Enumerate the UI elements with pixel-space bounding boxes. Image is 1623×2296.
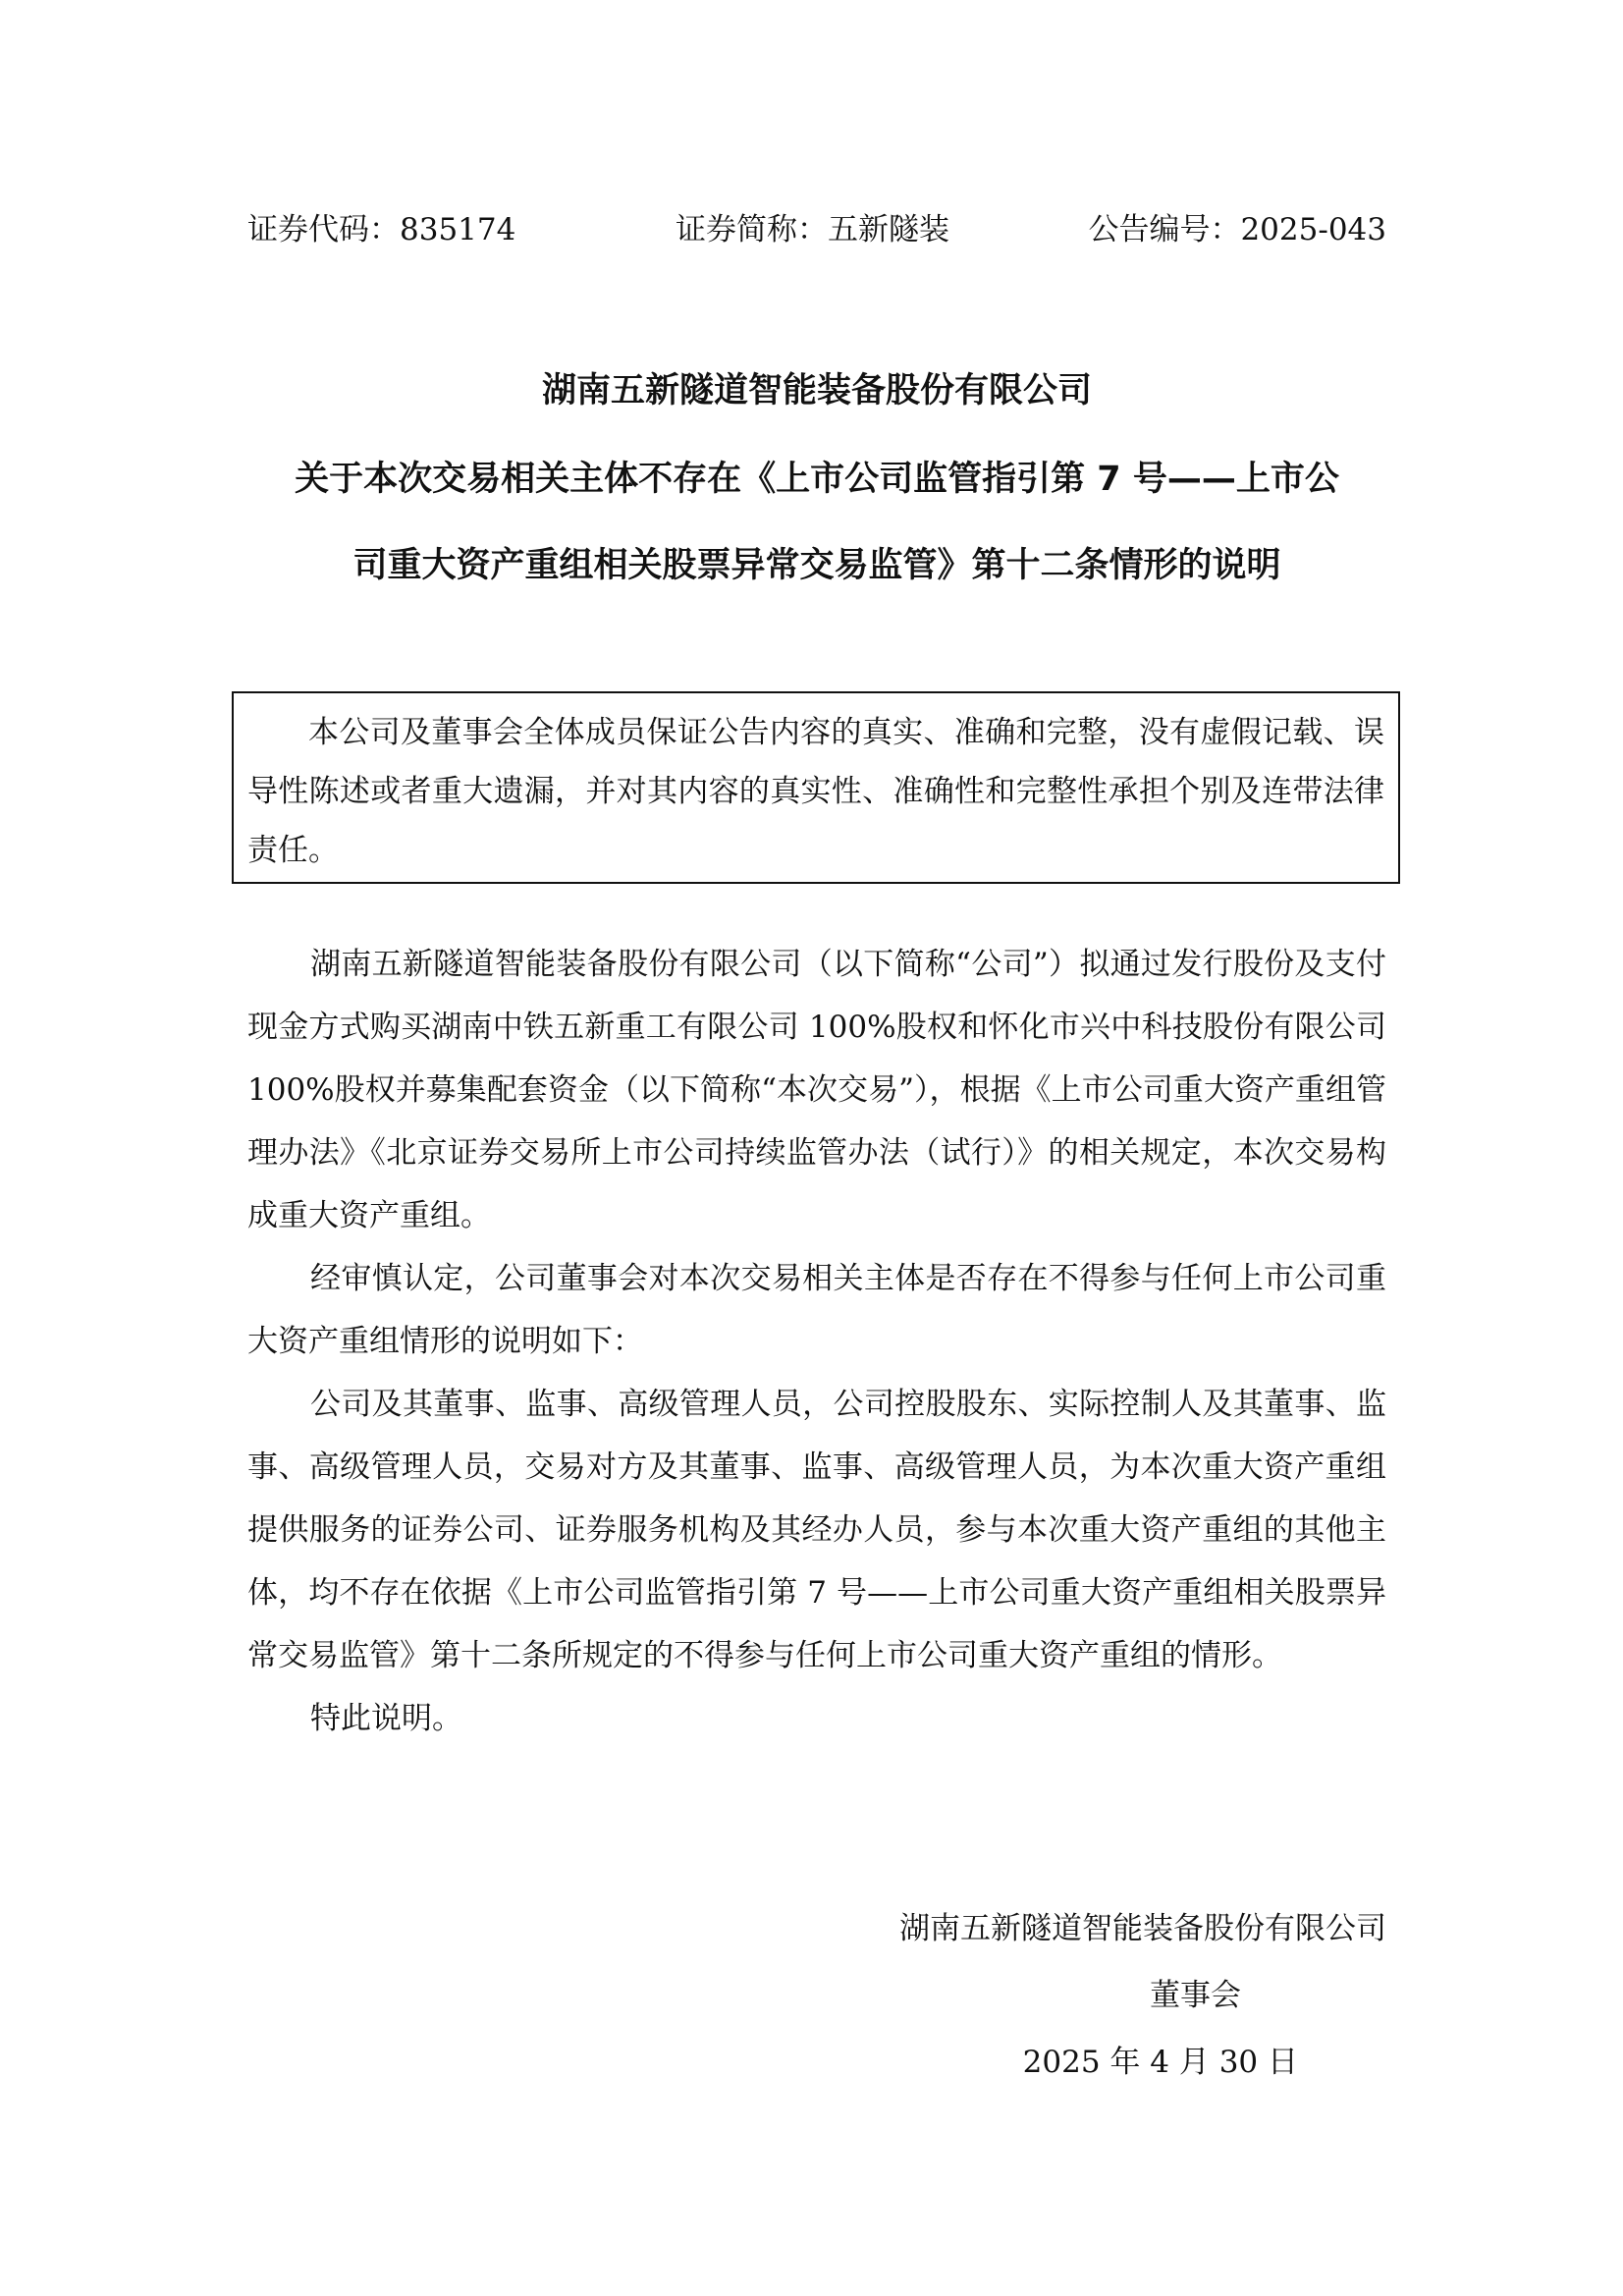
title-line-2: 关于本次交易相关主体不存在《上市公司监管指引第 7 号——上市公 [295, 460, 1339, 499]
signature-board: 董事会 [1150, 1978, 1241, 2013]
disclaimer-box [232, 691, 1400, 884]
signature-company: 湖南五新隧道智能装备股份有限公司 [899, 1911, 1386, 1946]
signature-date: 2025 年 4 月 30 日 [1022, 2045, 1298, 2080]
document-body [247, 933, 1386, 1750]
body-paragraph: 特此说明。 [310, 1701, 462, 1736]
body-paragraph: 湖南五新隧道智能装备股份有限公司（以下简称“公司”）拟通过发行股份及支付现金方式购买湖南中铁五新重工有限公司 100%股权和怀化市兴中科技股份有限公司 100%股权并募集配套资金（以下简称“本次交易”），根据《上市公司重大资产重组管理办法》《北京证券交易所上市公司持续监管办法（试行）》的相关规定，本次交易构成重大资产重组。 [247, 947, 1386, 1233]
body-paragraph: 经审慎认定，公司董事会对本次交易相关主体是否存在不得参与任何上市公司重大资产重组情形的说明如下： [247, 1261, 1386, 1359]
body-paragraph: 公司及其董事、监事、高级管理人员，公司控股股东、实际控制人及其董事、监事、高级管理人员，交易对方及其董事、监事、高级管理人员，为本次重大资产重组提供服务的证券公司、证券服务机构及其经办人员，参与本次重大资产重组的其他主体，均不存在依据《上市公司监管指引第 7 号——上市公司重大资产重组相关股票异常交易监管》第十二条所规定的不得参与任何上市公司重大资产重组的情形。 [247, 1387, 1386, 1673]
document-header [247, 208, 1386, 251]
title-company-name: 湖南五新隧道智能装备股份有限公司 [541, 371, 1092, 410]
security-abbreviation: 证券简称：五新隧装 [676, 212, 949, 247]
announcement-number: 公告编号：2025-043 [1088, 212, 1386, 247]
security-code: 证券代码：835174 [247, 212, 516, 247]
title-line-3: 司重大资产重组相关股票异常交易监管》第十二条情形的说明 [352, 546, 1281, 585]
disclaimer-text: 本公司及董事会全体成员保证公告内容的真实、准确和完整，没有虚假记载、误导性陈述或者重大遗漏，并对其内容的真实性、准确性和完整性承担个别及连带法律责任。 [247, 715, 1384, 868]
